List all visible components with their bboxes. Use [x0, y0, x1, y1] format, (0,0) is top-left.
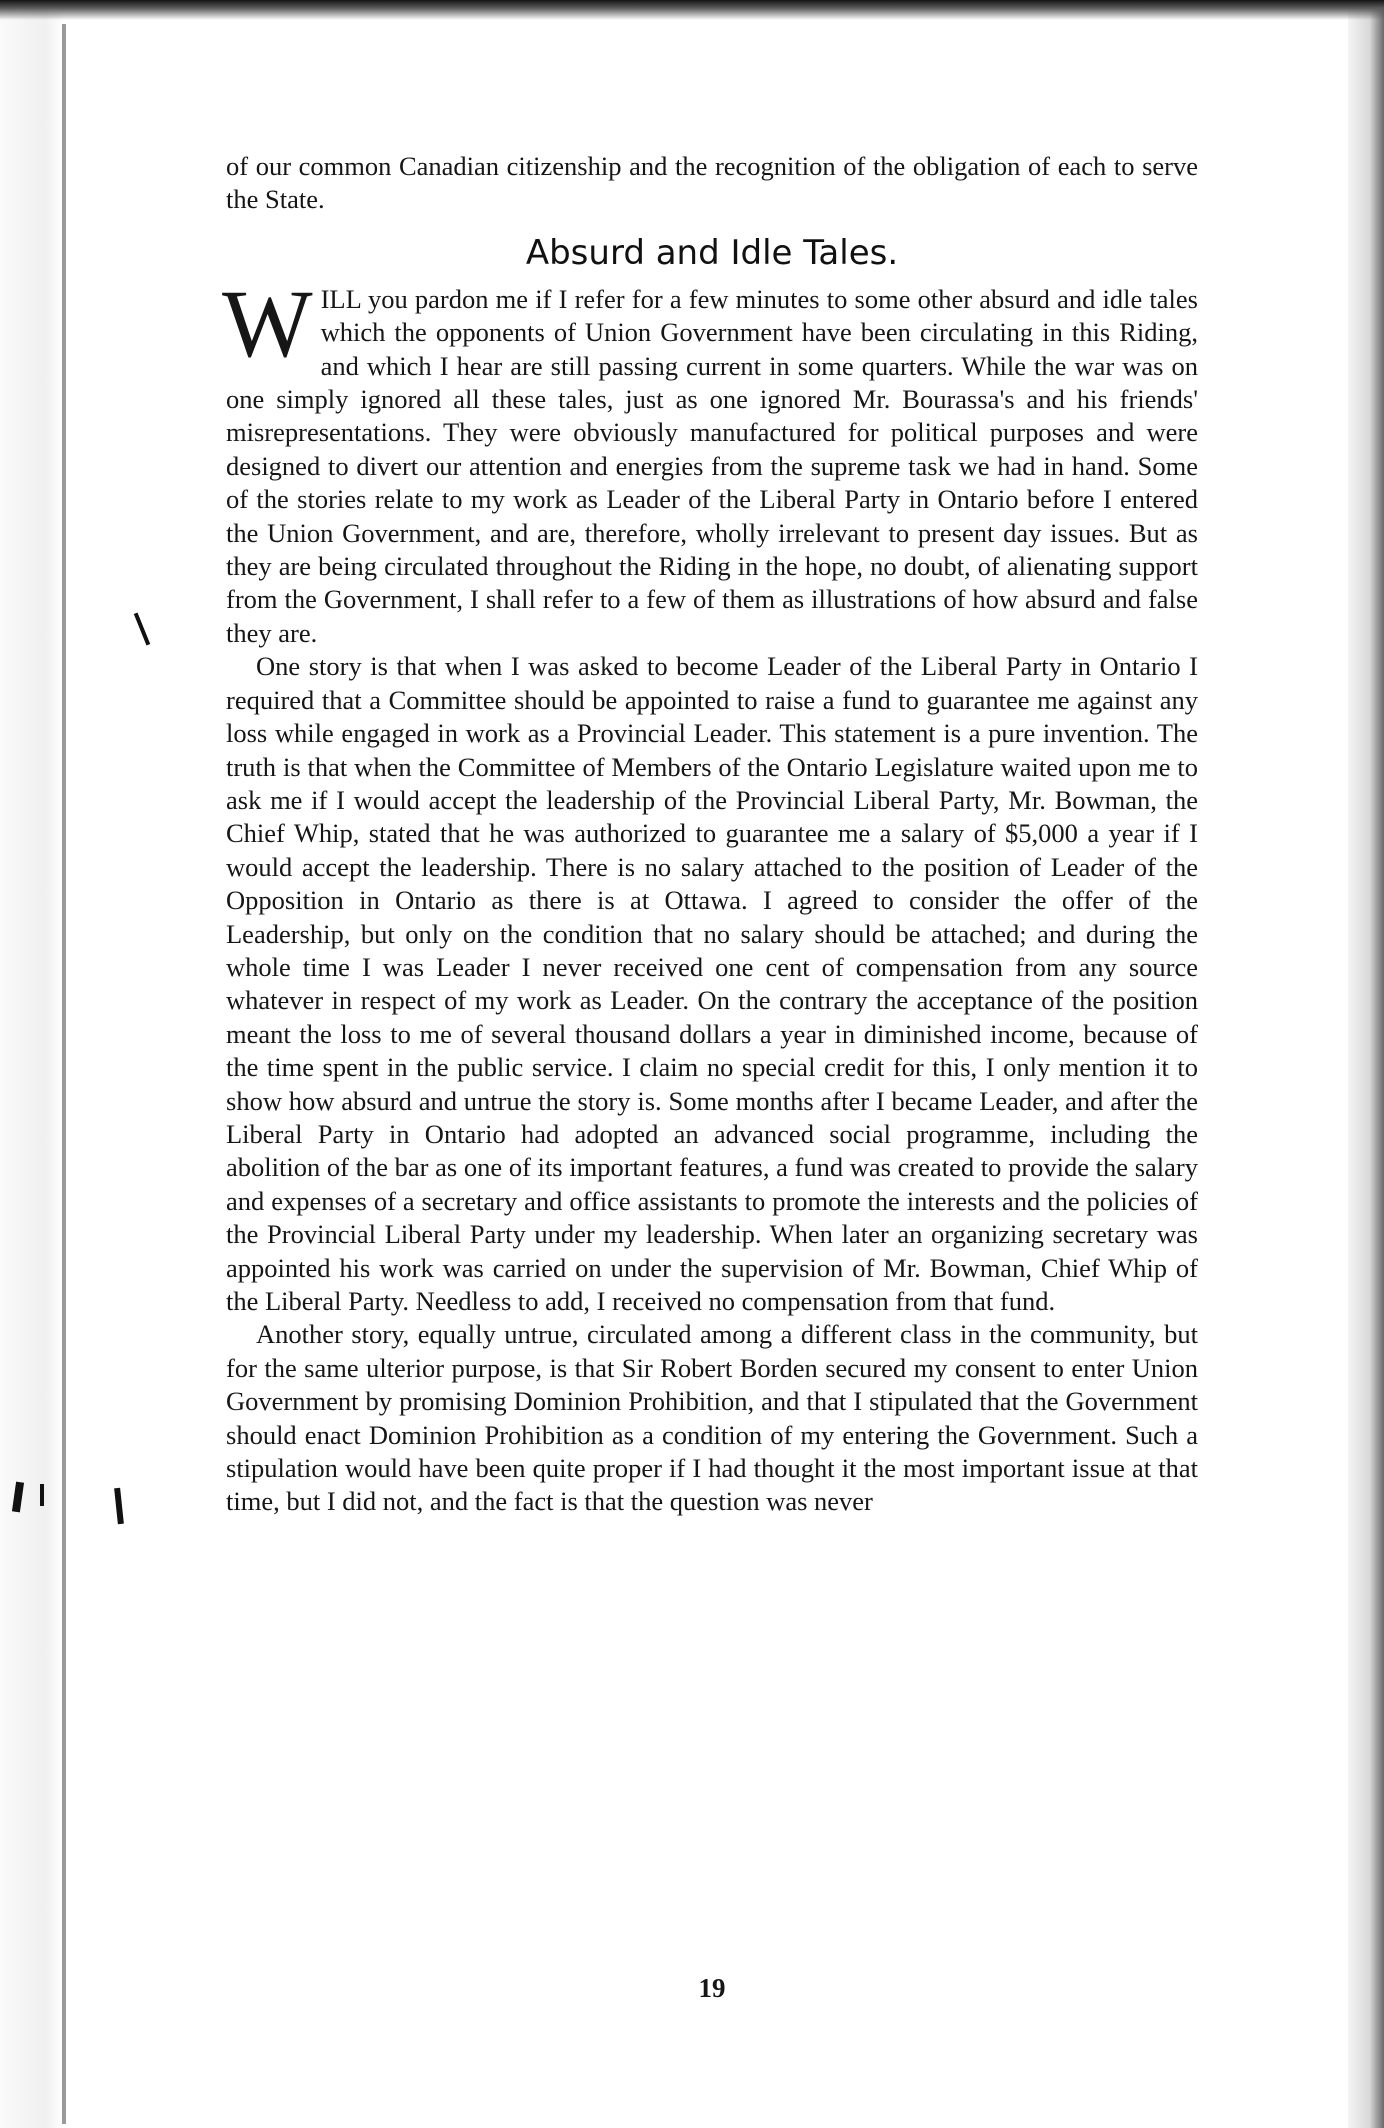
scan-top-shadow	[0, 0, 1384, 20]
binding-rule	[62, 24, 66, 2124]
page-binding-edge	[0, 0, 64, 2128]
paragraph-3: Another story, equally untrue, circulated among a different class in the community, but for the same ulterior purpose, is that Sir Robert Borden secured my consent to enter Union Government by promising Dominion Prohibition, and that I stipulated that the Government should enact Dominion Prohibition as a condition of my entering the Government. Such a stipulation would have been quite proper if I had thought it the most important issue at that time, but I did not, and the fact is that the question was never	[226, 1319, 1198, 1517]
paragraph-2: One story is that when I was asked to become Leader of the Liberal Party in Ontario I required that a Committee should be appointed to raise a fund to guarantee me against any loss while engaged in work as a Provincial Leader. This statement is a pure invention. The truth is that when the Committee of Members of the Ontario Legislature waited upon me to ask me if I would accept the leadership of the Provincial Liberal Party, Mr. Bowman, the Chief Whip, stated that he was authorized to guarantee me a salary of $5,000 a year if I would accept the leadership. There is no salary attached to the position of Leader of the Opposition in Ontario as there is at Ottawa. I agreed to consider the offer of the Leadership, but only on the condition that no salary should be attached; and during the whole time I was Leader I never received one cent of compensation from any source whatever in respect of my work as Leader. On the contrary the acceptance of the position meant the loss to me of several thousand dollars a year in diminished income, because of the time spent in the public service. I claim no special credit for this, I only mention it to show how absurd and untrue the story is. Some months after I became Leader, and after the Liberal Party in Ontario had adopted an advanced social programme, including the abolition of the bar as one of its important features, a fund was created to provide the salary and expenses of a secretary and office assistants to promote the interests and the policies of the Provincial Liberal Party under my leadership. When later an organizing secretary was appointed his work was carried on under the supervision of Mr. Bowman, Chief Whip of the Liberal Party. Needless to add, I received no compensation from that fund.	[226, 651, 1198, 1316]
paragraph-1-text: ILL you pardon me if I refer for a few minutes to some other absurd and idle tales which the opponents of Union Government have been circulating in this Riding, and which I hear are still passing current in some quarters. While the war was on one simply ignored all these tales, just as one ignored Mr. Bourassa's and his friends' misrepresentations. They were obviously manufactured for political purposes and were designed to divert our attention and energies from the supreme task we had in hand. Some of the stories relate to my work as Leader of the Liberal Party in Ontario before I entered the Union Government, and are, therefore, wholly irrelevant to present day issues. But as they are being circulated throughout the Riding in the hope, no doubt, of alienating support from the Government, I shall refer to a few of them as illustrations of how absurd and false they are.	[226, 283, 1198, 648]
paragraph-1	[222, 269, 1198, 650]
document-body	[222, 150, 1198, 2003]
page-right-edge	[1348, 0, 1384, 2128]
page-number: 19	[698, 1973, 726, 2003]
drop-cap: W	[222, 269, 313, 377]
scan-mark	[114, 1488, 124, 1524]
scan-mark	[134, 612, 150, 645]
opening-paragraph: of our common Canadian citizenship and the recognition of the obligation of each to serve the State.	[226, 151, 1198, 215]
scan-mark	[40, 1484, 44, 1506]
section-heading: Absurd and Idle Tales.	[525, 232, 899, 273]
